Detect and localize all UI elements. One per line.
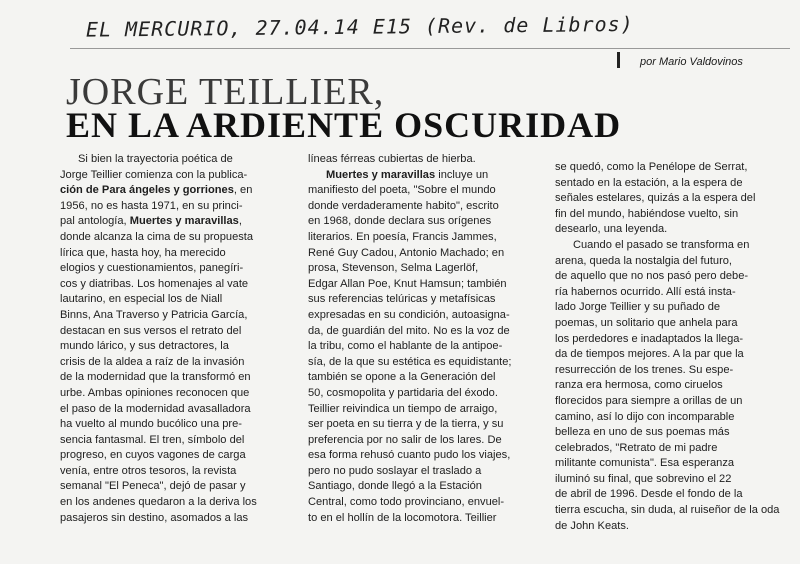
byline-marker bbox=[617, 52, 620, 68]
text-line: sía, de la que su estética es equidistante; bbox=[308, 355, 512, 368]
text-line: de la modernidad que la transformó en bbox=[60, 371, 251, 384]
text-line: preferencia por no salir de los lares. De bbox=[308, 433, 502, 446]
text-line: pal antología, Muertes y maravillas, bbox=[60, 215, 242, 228]
text-line: de aquello que no nos pasó pero debe- bbox=[555, 270, 749, 283]
text-line: camino, así lo dijo con incomparable bbox=[555, 410, 735, 423]
text-line: urbe. Ambas opiniones reconocen que bbox=[60, 386, 250, 399]
text-line: crisis de la aldea a raíz de la invasión bbox=[60, 355, 245, 368]
text-line: líneas férreas cubiertas de hierba. bbox=[308, 153, 476, 165]
text-line: Central, como todo provinciano, envuel- bbox=[308, 496, 505, 509]
text-line: donde alcanza la cima de su propuesta bbox=[60, 230, 254, 243]
text-line: elogios y cuestionamientos, panegíri- bbox=[60, 262, 244, 275]
text-line: Teillier reivindica un tiempo de arraigo, bbox=[308, 402, 498, 415]
text-line: fin del mundo, habiéndose vuelto, sin bbox=[555, 207, 739, 220]
byline: por Mario Valdovinos bbox=[640, 56, 743, 68]
text-line: Santiago, donde llegó a la Estación bbox=[308, 480, 482, 493]
text-line: progreso, en cuyos vagones de carga bbox=[60, 449, 246, 462]
header-divider bbox=[70, 48, 790, 49]
headline-line-2: EN LA ARDIENTE OSCURIDAD bbox=[66, 105, 622, 145]
text-line: venía, entre otros tesoros, la revista bbox=[60, 464, 237, 477]
text-line: la tribu, como el hablante de la antipoe- bbox=[308, 340, 503, 353]
text-line: to en el hollín de la locomotora. Teillier bbox=[308, 511, 497, 524]
book-title: Muertes y maravillas bbox=[129, 215, 239, 228]
text-line: Muertes y maravillas incluye un bbox=[326, 168, 489, 181]
article-column-1 bbox=[60, 152, 286, 526]
text-line: ranza era hermosa, como ciruelos bbox=[555, 379, 723, 392]
text-line: arena, queda la nostalgia del futuro, bbox=[555, 254, 733, 267]
text-line: destacan en sus versos el retrato del bbox=[60, 324, 242, 337]
book-title: ción de Para ángeles y gorriones bbox=[60, 184, 234, 197]
text-line: los perdedores e inadaptados la llega- bbox=[555, 332, 744, 345]
text-line: el paso de la modernidad avasalladora bbox=[60, 402, 251, 415]
text-line: desearlo, una leyenda. bbox=[555, 223, 668, 236]
text-line: ría habernos ocurrido. Allí está insta- bbox=[555, 285, 736, 298]
text-line: iluminó su final, que sobrevino el 22 bbox=[555, 472, 732, 485]
article-column-3 bbox=[555, 160, 783, 534]
text-line: cos y diatribas. Los homenajes al vate bbox=[60, 277, 249, 290]
text-line: poemas, un solitario que anhela para bbox=[555, 316, 738, 329]
text-line: expresadas en su condición, autoasigna- bbox=[308, 308, 510, 321]
text-line: tierra escucha, sin duda, al ruiseñor de la oda de John Keats. bbox=[555, 504, 780, 532]
text-line: pero no pudo soslayar el traslado a bbox=[308, 464, 482, 477]
text-line: literarios. En poesía, Francis Jammes, bbox=[308, 230, 497, 243]
text-line: Binns, Ana Traverso y Patricia García, bbox=[60, 308, 248, 321]
text-line: sus referencias telúricas y metafísicas bbox=[308, 293, 496, 306]
text-line: semanal "El Peneca", dejó de pasar y bbox=[60, 480, 246, 493]
book-title: Muertes y maravillas bbox=[326, 168, 436, 181]
text-line: Edgar Allan Poe, Knut Hamsun; también bbox=[308, 277, 507, 290]
text-line: Cuando el pasado se transforma en bbox=[573, 238, 750, 251]
text-line: lírica que, hasta hoy, ha merecido bbox=[60, 246, 226, 259]
text-line: resurrección de los trenes. Su espe- bbox=[555, 363, 734, 376]
text-line: René Guy Cadou, Antonio Machado; en bbox=[308, 246, 505, 259]
text-line: manifiesto del poeta, "Sobre el mundo bbox=[308, 184, 496, 197]
article-column-2 bbox=[308, 152, 538, 526]
text-line: donde verdaderamente habito", escrito bbox=[308, 199, 499, 212]
text-line: ser poeta en su tierra y de la tierra, y su bbox=[308, 418, 504, 431]
text-line: esa forma rehusó cuanto pudo los viajes, bbox=[308, 449, 511, 462]
text-line: sencia fantasmal. El tren, símbolo del bbox=[60, 433, 245, 446]
text-line: Si bien la trayectoria poética de bbox=[78, 153, 233, 165]
text-line: da, de guardián del mito. No es la voz de bbox=[308, 324, 510, 337]
text-line: militante comunista". Esa esperanza bbox=[555, 457, 735, 470]
text-line: en 1968, donde declara sus orígenes bbox=[308, 215, 492, 228]
text-line: belleza en uno de sus poemas más bbox=[555, 426, 730, 439]
text-line: florecidos para siempre a orillas de un bbox=[555, 394, 743, 407]
text-line: de abril de 1996. Desde el fondo de la bbox=[555, 488, 743, 501]
text-line: da de tiempos mejores. A la par que la bbox=[555, 348, 744, 361]
text-line: celebrados, "Retrato de mi padre bbox=[555, 441, 718, 454]
text-line: prosa, Stevenson, Selma Lagerlöf, bbox=[308, 262, 479, 275]
text-line: ción de Para ángeles y gorriones, en bbox=[60, 184, 253, 197]
text-line: Jorge Teillier comienza con la publica- bbox=[60, 168, 248, 181]
text-line: lautarino, en especial los de Niall bbox=[60, 293, 223, 306]
text-line: en los andenes quedaron a la deriva los bbox=[60, 496, 257, 509]
headline-line-1: JORGE TEILLIER, bbox=[66, 71, 385, 113]
source-note-text: EL MERCURIO, 27.04.14 E15 (Rev. de Libros) bbox=[85, 11, 634, 42]
text-line: se quedó, como la Penélope de Serrat, bbox=[555, 161, 748, 173]
text-line: también se opone a la Generación del bbox=[308, 371, 496, 384]
text-line: pasajeros sin destino, asomados a las bbox=[60, 511, 249, 524]
text-line: sentado en la estación, a la espera de bbox=[555, 176, 743, 189]
handwritten-source-note bbox=[86, 10, 776, 51]
text-line: mundo lárico, y sus detractores, la bbox=[60, 340, 229, 353]
text-line: ha vuelto al mundo bucólico una pre- bbox=[60, 418, 242, 431]
text-line: 1956, no es hasta 1971, en su princi- bbox=[60, 199, 243, 212]
text-line: señales estelares, quizás a la espera del bbox=[555, 192, 756, 205]
text-line: lado Jorge Teillier y su puñado de bbox=[555, 301, 721, 314]
text-line: 50, cosmopolita y partidaria del éxodo. bbox=[308, 386, 498, 399]
